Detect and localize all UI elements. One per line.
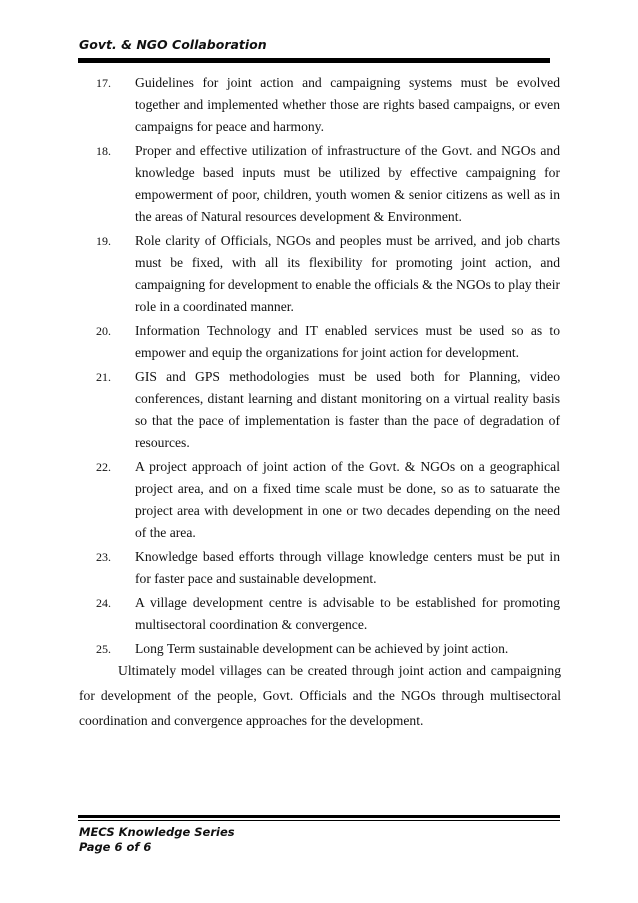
list-item	[0, 140, 638, 228]
item-text: Information Technology and IT enabled services must be used so as to empower and equip the organizations for joint action for development.	[135, 323, 560, 360]
item-number: 21.	[96, 370, 111, 384]
item-number: 19.	[96, 234, 111, 248]
list-item	[0, 456, 638, 544]
item-number: 23.	[96, 550, 111, 564]
item-text: Guidelines for joint action and campaigning systems must be evolved together and implemented whether those are rights based campaigns, or even campaigns for peace and harmony.	[135, 75, 560, 134]
item-number: 18.	[96, 144, 111, 158]
item-text: A village development centre is advisable to be established for promoting multisectoral coordination & convergence.	[135, 595, 560, 632]
header-title: Govt. & NGO Collaboration	[79, 37, 267, 52]
item-number: 22.	[96, 460, 111, 474]
item-text: A project approach of joint action of the Govt. & NGOs on a geographical project area, and on a fixed time scale must be done, so as to satuarate the project area with development in one or two decades depending on the need of the area.	[135, 459, 560, 540]
footer-rule	[78, 815, 560, 818]
item-number: 20.	[96, 324, 111, 338]
list-item	[0, 320, 638, 364]
item-number: 17.	[96, 76, 111, 90]
item-number: 25.	[96, 642, 111, 656]
item-text: GIS and GPS methodologies must be used both for Planning, video conferences, distant learning and distant monitoring on a virtual reality basis so that the pace of implementation is faster than the pace of degradation of resources.	[135, 369, 560, 450]
item-text: Proper and effective utilization of infrastructure of the Govt. and NGOs and knowledge based inputs must be utilized by effective campaigning for empowerment of poor, children, youth women & senior citizens as well as in the areas of Natural resources development & Environment.	[135, 143, 560, 224]
list-item	[0, 546, 638, 590]
list-item	[0, 638, 638, 660]
page-number: Page 6 of 6	[79, 840, 152, 854]
list-item	[0, 366, 638, 454]
header-rule	[78, 58, 550, 63]
list-item	[0, 230, 638, 318]
footer-series: MECS Knowledge Series	[79, 825, 235, 839]
list-item	[0, 592, 638, 636]
item-text: Role clarity of Officials, NGOs and peoples must be arrived, and job charts must be fixed, with all its flexibility for promoting joint action, and campaigning for development to enable the officials & the NGOs to play their role in a coordinated manner.	[135, 233, 560, 314]
list-item	[0, 72, 638, 138]
item-text: Long Term sustainable development can be achieved by joint action.	[135, 641, 509, 656]
closing-paragraph: Ultimately model villages can be created through joint action and campaigning for development of the people, Govt. Officials and the NGOs through multisectoral coordination and convergence approaches for the development.	[79, 663, 561, 728]
numbered-list	[0, 72, 638, 662]
item-number: 24.	[96, 596, 111, 610]
item-text: Knowledge based efforts through village knowledge centers must be put in for faster pace and sustainable development.	[135, 549, 560, 586]
footer-rule-thin	[78, 820, 560, 821]
